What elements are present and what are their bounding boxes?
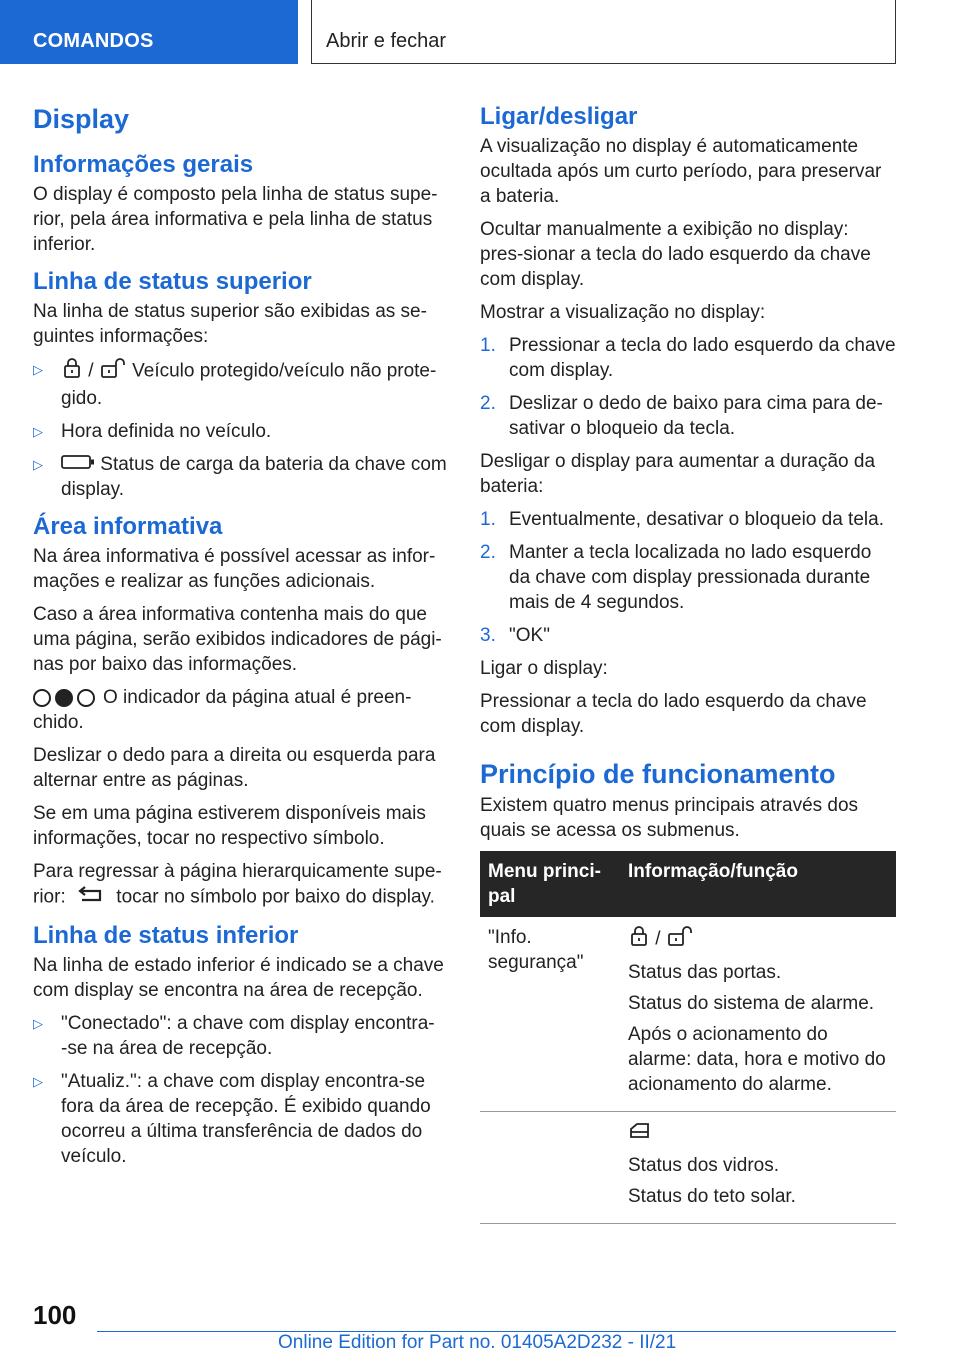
list-item-text: "Conectado": a chave com display encontra-‑se na área de recepção. [61,1013,435,1060]
table-header-row [480,851,896,917]
off-steps-list [480,507,896,648]
general-heading: Informações gerais [33,151,254,178]
table-header-info: Informação/função [620,851,896,917]
onoff-text-2: Ocultar manualmente a exibição no display: pres-sionar a tecla do lado esquerdo da chave com display. [480,219,871,290]
list-item [33,419,448,444]
info-area-text-3: O indicador da página atual é preen-chido. [33,687,412,734]
info-area-text-4: Deslizar o dedo para a direita ou esquerda para alternar entre as páginas. [33,745,436,792]
lock-open-icon [99,357,127,386]
list-item-text: Veículo protegido/veículo não prote-gido. [61,360,437,409]
triangle-bullet-icon: ▷ [33,1074,43,1090]
list-item-text: "Atualiz.": a chave com display encontra-se fora da área de recepção. É exibido quando ocorreu a última transferência de dados do veículo. [61,1071,431,1168]
general-text: O display é composto pela linha de status supe-rior, pela área informativa e pela linha de status inferior. [33,184,438,255]
top-status-heading: Linha de status superior [33,268,312,295]
list-item [33,1011,448,1061]
edition-note: Online Edition for Part no. 01405A2D232 - II/21 [278,1332,677,1353]
top-status-text: Na linha de status superior são exibidas as se-guintes informações: [33,301,427,347]
list-item [33,452,448,502]
lock-closed-icon [61,357,83,386]
bottom-status-list [33,1011,448,1169]
onoff-text-6: Pressionar a tecla do lado esquerdo da chave com display. [480,691,867,737]
list-item: 2. Deslizar o dedo de baixo para cima para de-sativar o bloqueio da tecla. [480,393,883,439]
onoff-heading: Ligar/desligar [480,103,638,130]
lock-closed-icon [628,925,650,954]
triangle-bullet-icon: ▷ [33,424,43,439]
window-icon [628,1120,652,1147]
right-column [480,96,896,1224]
menu-table [480,851,896,1224]
onoff-text-3: Mostrar a visualização no display: [480,302,766,323]
top-status-list [33,357,448,502]
show-steps-list [480,333,896,441]
table-header-menu: Menu princi-pal [480,851,620,917]
info-area-text-1: Na área informativa é possível acessar as infor-mações e realizar as funções adicionais. [33,546,436,593]
page-title: Display [33,104,130,134]
triangle-bullet-icon: ▷ [33,362,43,377]
page-indicator-icon [33,689,95,707]
bottom-status-text: Na linha de estado inferior é indicado se a chave com display se encontra na área de recepção. [33,955,444,1002]
principle-text: Existem quatro menus principais através dos quais se acessa os submenus. [480,795,859,841]
onoff-text-5: Ligar o display: [480,658,608,679]
list-item: 2. Manter a tecla localizada no lado esquerdo da chave com display pressionada durante mais de 4 segundos. [480,542,872,613]
triangle-bullet-icon: ▷ [33,1016,43,1032]
list-item: 1. Eventualmente, desativar o bloqueio da tela. [480,509,884,530]
page-number: 100 [33,1300,77,1330]
left-column [33,96,448,1179]
list-item: 1. Pressionar a tecla do lado esquerdo da chave com display. [480,335,896,381]
lock-open-icon [666,925,694,954]
info-area-heading: Área informativa [33,513,223,541]
list-item-text: Hora definida no veículo. [61,421,272,442]
chapter-title: Abrir e fechar [326,30,447,52]
table-cell-menu: "Info. segurança" [480,917,620,1112]
back-arrow-icon [77,884,105,911]
table-cell-info: Status dos vidros. Status do teto solar. [620,1112,896,1224]
principle-heading: Princípio de funcionamento [480,759,836,789]
table-cell-info: / Status das portas. Status do sistema de alarme. Após o acionamento do alarme: data, hora e motivo do acionamento do alarme. [620,917,896,1112]
section-tab [0,0,298,64]
list-item: ▷ / Veículo protegido/veículo não prote-gido. [33,357,448,411]
info-area-text-5: Se em uma página estiverem disponíveis mais informações, tocar no respectivo símbolo. [33,803,426,850]
list-item-text: Status de carga da bateria da chave com display. [61,454,447,501]
onoff-text-4: Desligar o display para aumentar a duração da bateria: [480,451,876,497]
onoff-text-1: A visualização no display é automaticamente ocultada após um curto período, para preservar a bateria. [480,136,882,207]
battery-icon [61,452,95,477]
triangle-bullet-icon: ▷ [33,457,43,472]
list-item [33,1069,448,1169]
table-row [480,917,896,1112]
bottom-status-heading: Linha de status inferior [33,922,299,950]
table-cell-menu [480,1112,620,1224]
table-row [480,1112,896,1224]
info-area-text-6: Para regressar à página hierarquicamente supe-rior: tocar no símbolo por baixo do display. [33,859,448,911]
chapter-tab [311,0,896,64]
list-item: 3. "OK" [480,625,550,646]
info-area-text-2: Caso a área informativa contenha mais do que uma página, serão exibidos indicadores de pági-nas por baixo das informações. [33,604,442,676]
section-title: COMANDOS [33,30,154,52]
